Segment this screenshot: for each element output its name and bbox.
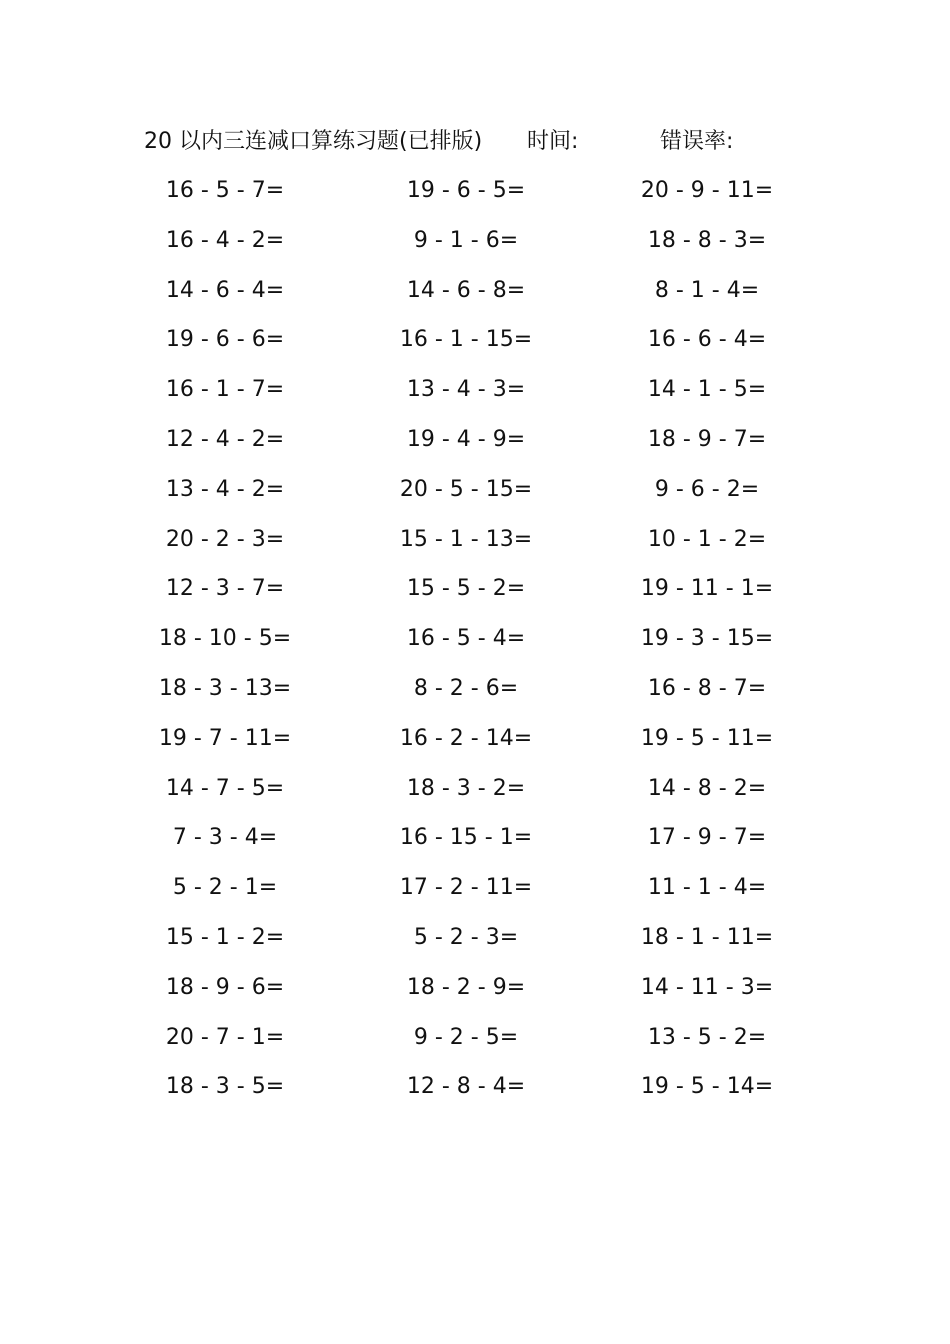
subtraction-problem: 16 - 4 - 2=	[165, 227, 285, 253]
problem-row	[0, 770, 950, 820]
subtraction-problem: 18 - 3 - 5=	[165, 1074, 285, 1100]
problem-row	[0, 521, 950, 571]
error-rate-label: 错误率:	[660, 129, 734, 154]
problem-row	[0, 969, 950, 1019]
subtraction-problem: 19 - 6 - 5=	[406, 178, 526, 203]
problem-row	[0, 1019, 950, 1069]
subtraction-problem: 18 - 10 - 5=	[158, 626, 292, 652]
subtraction-problem: 16 - 1 - 15=	[399, 327, 533, 353]
subtraction-problem: 16 - 15 - 1=	[399, 825, 533, 851]
subtraction-problem: 14 - 11 - 3=	[640, 974, 774, 1000]
subtraction-problem: 20 - 5 - 15=	[399, 476, 533, 502]
worksheet-title: 20 以内三连减口算练习题(已排版)	[144, 129, 483, 154]
subtraction-problem: 12 - 8 - 4=	[406, 1074, 526, 1100]
subtraction-problem: 18 - 3 - 2=	[406, 775, 526, 801]
subtraction-problem: 14 - 8 - 2=	[647, 775, 767, 801]
subtraction-problem: 17 - 2 - 11=	[399, 875, 533, 901]
subtraction-problem: 18 - 3 - 13=	[158, 675, 292, 701]
subtraction-problem: 16 - 6 - 4=	[647, 327, 767, 353]
subtraction-problem: 16 - 5 - 7=	[165, 178, 285, 203]
problem-row	[0, 919, 950, 969]
subtraction-problem: 17 - 9 - 7=	[647, 825, 767, 851]
subtraction-problem: 8 - 2 - 6=	[413, 675, 519, 701]
subtraction-problem: 19 - 6 - 6=	[165, 327, 285, 353]
subtraction-problem: 12 - 4 - 2=	[165, 426, 285, 452]
problem-row	[0, 272, 950, 322]
subtraction-problem: 19 - 11 - 1=	[640, 576, 774, 602]
problem-row	[0, 222, 950, 272]
subtraction-problem: 18 - 8 - 3=	[647, 227, 767, 253]
subtraction-problem: 16 - 8 - 7=	[647, 675, 767, 701]
problem-row	[0, 819, 950, 869]
problem-row	[0, 869, 950, 919]
problem-row	[0, 371, 950, 421]
problem-row	[0, 570, 950, 620]
time-label: 时间:	[527, 129, 579, 154]
problem-row	[0, 620, 950, 670]
subtraction-problem: 5 - 2 - 1=	[172, 875, 278, 901]
problem-row	[0, 321, 950, 371]
worksheet-header	[144, 124, 734, 160]
subtraction-problem: 9 - 6 - 2=	[654, 476, 760, 502]
subtraction-problem: 5 - 2 - 3=	[413, 924, 519, 950]
subtraction-problem: 15 - 5 - 2=	[406, 576, 526, 602]
subtraction-problem: 16 - 1 - 7=	[165, 377, 285, 403]
subtraction-problem: 20 - 9 - 11=	[640, 178, 774, 203]
subtraction-problem: 16 - 5 - 4=	[406, 626, 526, 652]
subtraction-problem: 14 - 7 - 5=	[165, 775, 285, 801]
subtraction-problem: 18 - 9 - 6=	[165, 974, 285, 1000]
problem-row	[0, 720, 950, 770]
subtraction-problem: 13 - 4 - 3=	[406, 377, 526, 403]
subtraction-problem: 16 - 2 - 14=	[399, 725, 533, 751]
subtraction-problem: 10 - 1 - 2=	[647, 526, 767, 552]
subtraction-problem: 19 - 5 - 14=	[640, 1074, 774, 1100]
subtraction-problem: 14 - 6 - 4=	[165, 277, 285, 303]
subtraction-problem: 13 - 5 - 2=	[647, 1024, 767, 1050]
problem-grid	[0, 172, 950, 1118]
problem-row	[0, 172, 950, 222]
subtraction-problem: 18 - 1 - 11=	[640, 924, 774, 950]
subtraction-problem: 19 - 7 - 11=	[158, 725, 292, 751]
subtraction-problem: 18 - 2 - 9=	[406, 974, 526, 1000]
problem-row	[0, 421, 950, 471]
subtraction-problem: 19 - 3 - 15=	[640, 626, 774, 652]
problem-row	[0, 471, 950, 521]
subtraction-problem: 11 - 1 - 4=	[647, 875, 767, 901]
subtraction-problem: 12 - 3 - 7=	[165, 576, 285, 602]
subtraction-problem: 19 - 4 - 9=	[406, 426, 526, 452]
subtraction-problem: 8 - 1 - 4=	[654, 277, 760, 303]
subtraction-problem: 15 - 1 - 13=	[399, 526, 533, 552]
subtraction-problem: 15 - 1 - 2=	[165, 924, 285, 950]
problem-row	[0, 670, 950, 720]
subtraction-problem: 14 - 1 - 5=	[647, 377, 767, 403]
problem-row	[0, 1068, 950, 1118]
subtraction-problem: 7 - 3 - 4=	[172, 825, 278, 851]
subtraction-problem: 9 - 1 - 6=	[413, 227, 519, 253]
subtraction-problem: 13 - 4 - 2=	[165, 476, 285, 502]
subtraction-problem: 9 - 2 - 5=	[413, 1024, 519, 1050]
subtraction-problem: 20 - 2 - 3=	[165, 526, 285, 552]
subtraction-problem: 18 - 9 - 7=	[647, 426, 767, 452]
subtraction-problem: 14 - 6 - 8=	[406, 277, 526, 303]
subtraction-problem: 20 - 7 - 1=	[165, 1024, 285, 1050]
subtraction-problem: 19 - 5 - 11=	[640, 725, 774, 751]
